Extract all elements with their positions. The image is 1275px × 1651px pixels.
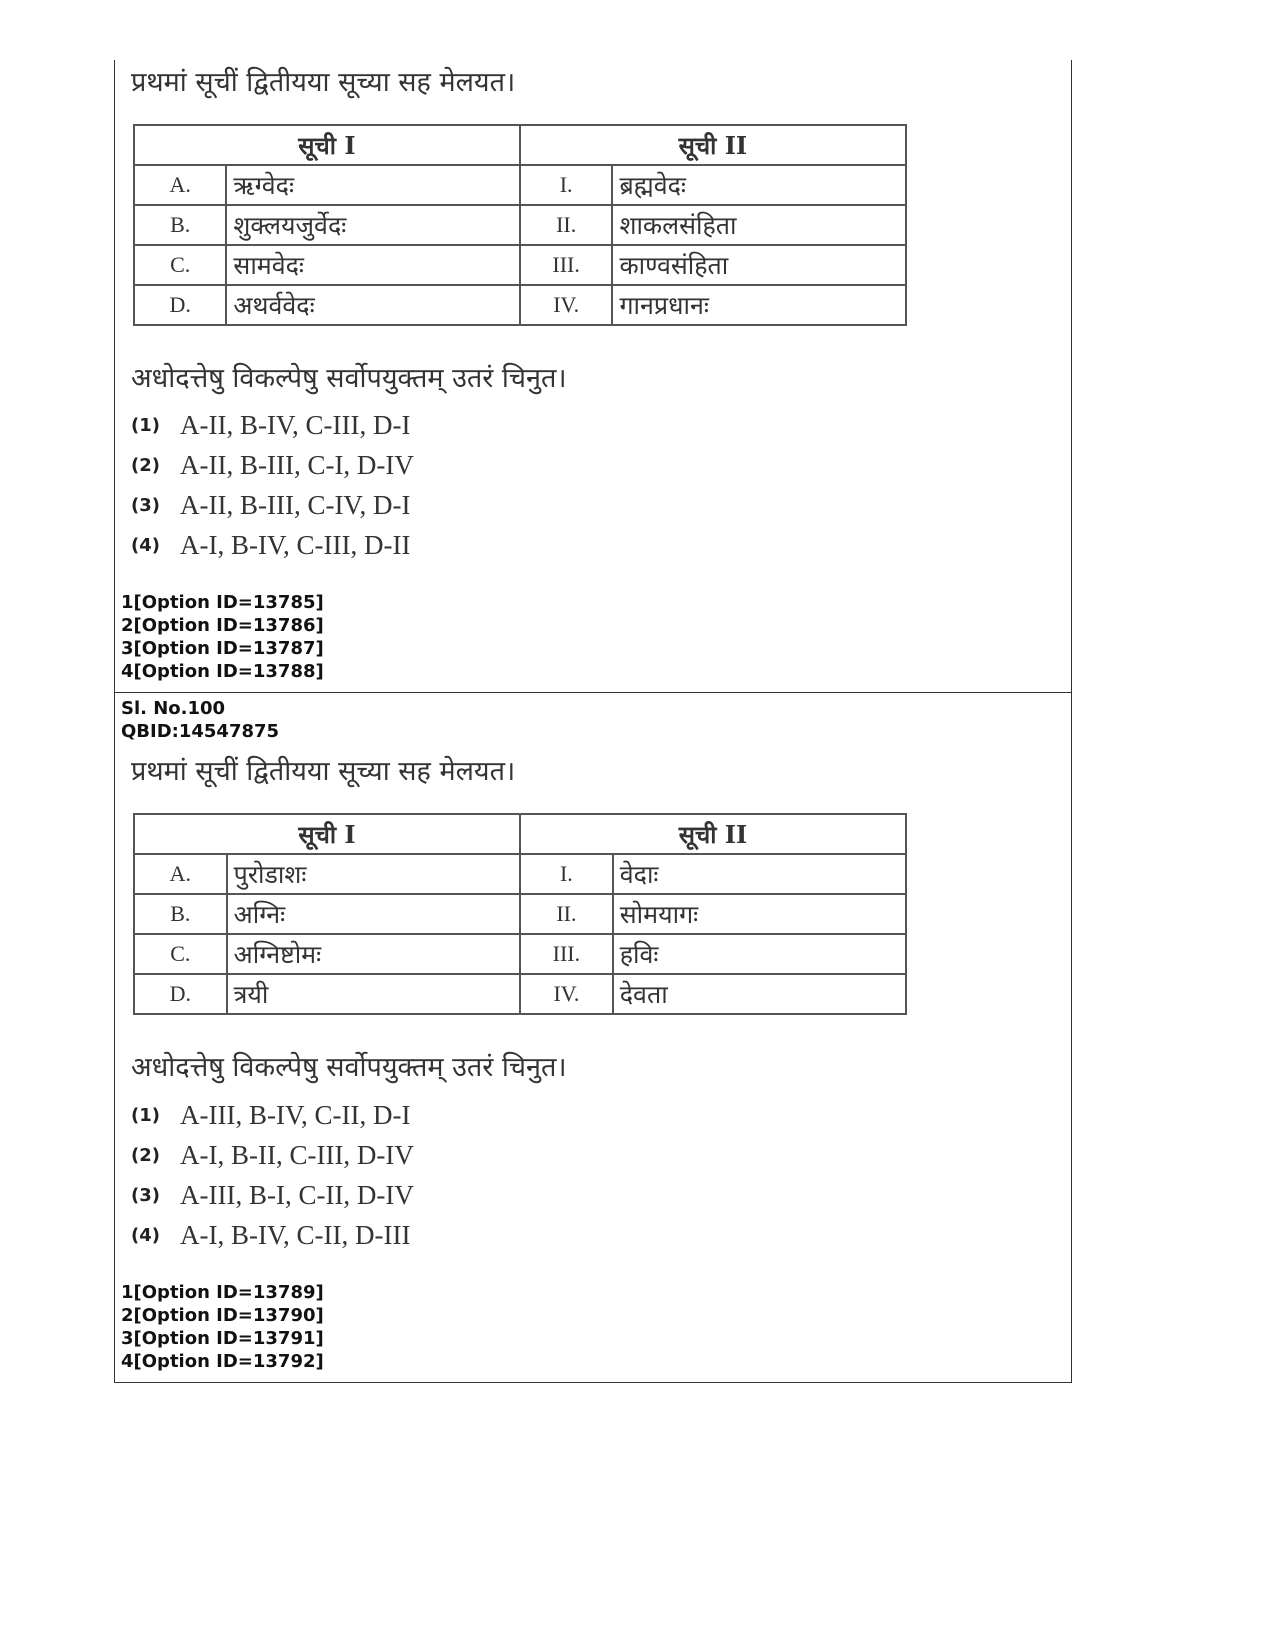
list-2-item: शाकलसंहिता [612, 205, 906, 245]
list-2-numeral: III. [520, 934, 613, 974]
table-header-row [134, 125, 906, 165]
match-table [133, 813, 907, 1015]
list-1-item: सामवेदः [226, 245, 519, 285]
list-1-letter: D. [134, 974, 227, 1014]
option-1 [131, 405, 414, 445]
option-4 [131, 1215, 414, 1255]
match-instruction: प्रथमां सूचीं द्वितीयया सूच्या सह मेलयत। [131, 756, 516, 787]
list-2-numeral: IV. [520, 974, 613, 1014]
table-row [134, 894, 906, 934]
list-2-header: सूची II [520, 125, 906, 165]
option-text: A-II, B-III, C-I, D-IV [180, 449, 414, 480]
list-2-numeral: III. [520, 245, 613, 285]
option-number: (1) [131, 414, 160, 436]
option-number: (2) [131, 1144, 160, 1166]
question-meta [121, 697, 279, 743]
list-1-letter: C. [134, 934, 227, 974]
option-id: 2[Option ID=13786] [121, 615, 324, 636]
answer-prompt: अधोदत्तेषु विकल्पेषु सर्वोपयुक्तम् उतरं चिनुत। [131, 1052, 567, 1083]
option-number: (3) [131, 494, 160, 516]
option-number: (4) [131, 1224, 160, 1246]
list-2-numeral: I. [520, 854, 613, 894]
option-text: A-III, B-I, C-II, D-IV [180, 1179, 414, 1210]
list-2-numeral: II. [520, 894, 613, 934]
list-1-letter: B. [134, 894, 227, 934]
question-block-99 [114, 60, 1072, 693]
table-header-row [134, 814, 906, 854]
list-2-numeral: I. [520, 165, 613, 205]
options-list [131, 405, 414, 565]
answer-prompt: अधोदत्तेषु विकल्पेषु सर्वोपयुक्तम् उतरं चिनुत। [131, 363, 567, 394]
option-text: A-I, B-IV, C-II, D-III [180, 1219, 411, 1250]
table-row [134, 285, 906, 325]
list-1-letter: C. [134, 245, 226, 285]
option-2 [131, 445, 414, 485]
match-table [133, 124, 907, 326]
option-number: (4) [131, 534, 160, 556]
option-id: 1[Option ID=13785] [121, 592, 324, 613]
table-row [134, 934, 906, 974]
list-2-item: ब्रह्मवेदः [612, 165, 906, 205]
qbid: QBID:14547875 [121, 721, 280, 742]
list-1-item: अथर्ववेदः [226, 285, 519, 325]
serial-number: Sl. No.100 [121, 698, 226, 719]
list-1-header: सूची I [134, 814, 520, 854]
option-id: 3[Option ID=13791] [121, 1328, 324, 1349]
list-1-letter: A. [134, 854, 227, 894]
list-1-letter: D. [134, 285, 226, 325]
list-1-letter: B. [134, 205, 226, 245]
list-1-letter: A. [134, 165, 226, 205]
list-1-item: अग्निष्टोमः [227, 934, 520, 974]
option-2 [131, 1135, 414, 1175]
question-block-100 [114, 693, 1072, 1383]
option-ids [121, 591, 324, 683]
option-text: A-II, B-III, C-IV, D-I [180, 489, 411, 520]
list-1-header: सूची I [134, 125, 520, 165]
table-row [134, 245, 906, 285]
option-3 [131, 485, 414, 525]
list-2-item: देवता [613, 974, 906, 1014]
list-1-item: ऋग्वेदः [226, 165, 519, 205]
option-3 [131, 1175, 414, 1215]
option-number: (3) [131, 1184, 160, 1206]
list-2-item: काण्वसंहिता [612, 245, 906, 285]
option-4 [131, 525, 414, 565]
option-text: A-III, B-IV, C-II, D-I [180, 1099, 411, 1130]
option-text: A-II, B-IV, C-III, D-I [180, 409, 411, 440]
option-id: 1[Option ID=13789] [121, 1282, 324, 1303]
match-instruction: प्रथमां सूचीं द्वितीयया सूच्या सह मेलयत। [131, 67, 516, 98]
list-2-header: सूची II [520, 814, 906, 854]
option-id: 3[Option ID=13787] [121, 638, 324, 659]
options-list [131, 1095, 414, 1255]
table-row [134, 165, 906, 205]
table-row [134, 854, 906, 894]
table-row [134, 205, 906, 245]
list-1-item: अग्निः [227, 894, 520, 934]
list-1-item: पुरोडाशः [227, 854, 520, 894]
option-id: 4[Option ID=13788] [121, 661, 324, 682]
option-text: A-I, B-IV, C-III, D-II [180, 529, 411, 560]
option-1 [131, 1095, 414, 1135]
list-2-item: हविः [613, 934, 906, 974]
option-id: 2[Option ID=13790] [121, 1305, 324, 1326]
list-1-item: शुक्लयजुर्वेदः [226, 205, 519, 245]
option-ids [121, 1281, 324, 1373]
list-2-numeral: II. [520, 205, 613, 245]
option-number: (1) [131, 1104, 160, 1126]
list-2-numeral: IV. [520, 285, 613, 325]
option-number: (2) [131, 454, 160, 476]
option-id: 4[Option ID=13792] [121, 1351, 324, 1372]
option-text: A-I, B-II, C-III, D-IV [180, 1139, 414, 1170]
list-2-item: गानप्रधानः [612, 285, 906, 325]
list-2-item: सोमयागः [613, 894, 906, 934]
list-2-item: वेदाः [613, 854, 906, 894]
table-row [134, 974, 906, 1014]
list-1-item: त्रयी [227, 974, 520, 1014]
